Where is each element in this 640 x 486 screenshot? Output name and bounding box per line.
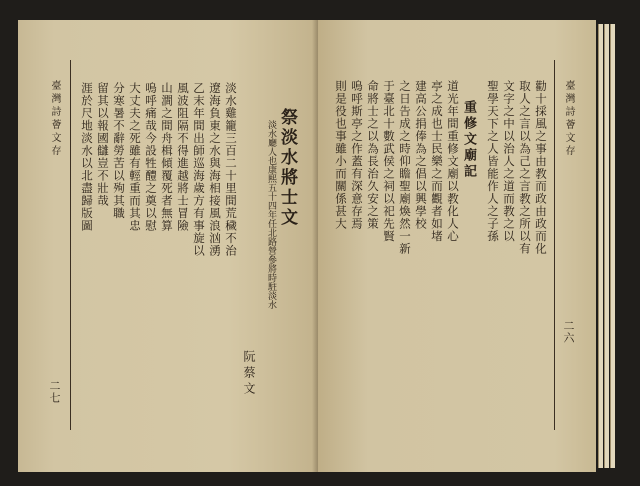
body-column: 淡水雞籠三百二十里間荒穢不治 — [224, 82, 238, 257]
body-column: 建高公捐俸為之倡以興學校 — [414, 80, 428, 230]
body-column: 分寒暑不辭勞苦以殉其職 — [112, 82, 126, 220]
body-column: 留其以報國讎豈不壯哉 — [96, 82, 110, 207]
left-page — [18, 20, 318, 472]
body-column: 遼海負東之水與海相接風浪汹湧 — [208, 82, 222, 257]
page-number-right: 二六 — [562, 320, 575, 344]
article-title: 祭淡水將士文 — [277, 108, 297, 228]
right-page — [318, 20, 596, 472]
page-number-left: 二七 — [48, 380, 61, 404]
body-column: 命將士之以為長治久安之策 — [366, 80, 380, 230]
body-column: 山澗之間舟楫傾覆死者無算 — [160, 82, 174, 232]
body-column: 涯於尺地淡水以北盡歸版圖 — [80, 82, 94, 232]
running-header-right: 臺灣詩薈文存 — [563, 80, 574, 158]
section-title: 重修文廟記 — [461, 100, 476, 180]
author-name: 阮蔡文 — [242, 350, 256, 398]
body-column: 風波阻隔不得進越將士冒險 — [176, 82, 190, 232]
header-rule-left — [70, 60, 71, 430]
body-column: 嗚呼斯亭之作蓋有深意存焉 — [350, 80, 364, 230]
page-edge — [598, 24, 603, 468]
body-column: 則是役也事雖小而關係甚大 — [334, 80, 348, 230]
page-edge — [610, 24, 615, 468]
body-column: 嗚呼痛哉今設牲醴之奠以慰 — [144, 82, 158, 232]
body-column: 亭之成也士民樂之而觀者如堵 — [430, 80, 444, 243]
page-edge — [604, 24, 609, 468]
body-column: 勸十採風之事由教而政由政而化 — [534, 80, 548, 255]
body-column: 于臺北十數武侯之祠以祀先賢 — [382, 80, 396, 243]
body-column: 道光年間重修文廟以教化人心 — [446, 80, 460, 243]
article-subtitle: 淡水廳人也康熙五十四年任北路營參將時駐淡水 — [266, 120, 276, 309]
body-column: 大丈夫之死雖有輕重而其忠 — [128, 82, 142, 232]
body-column: 取人之言以為己之言教之所以有 — [518, 80, 532, 255]
body-column: 之日告成之時仰瞻聖廟煥然一新 — [398, 80, 412, 255]
body-column: 乙末年間出師巡海歲方有事旋以 — [192, 82, 206, 257]
body-column: 聖學天下之人皆能作人之子孫 — [486, 80, 500, 243]
running-header-left: 臺灣詩薈文存 — [49, 80, 60, 158]
header-rule-right — [554, 60, 555, 430]
body-column: 文字之中以治人之道而教之以 — [502, 80, 516, 243]
